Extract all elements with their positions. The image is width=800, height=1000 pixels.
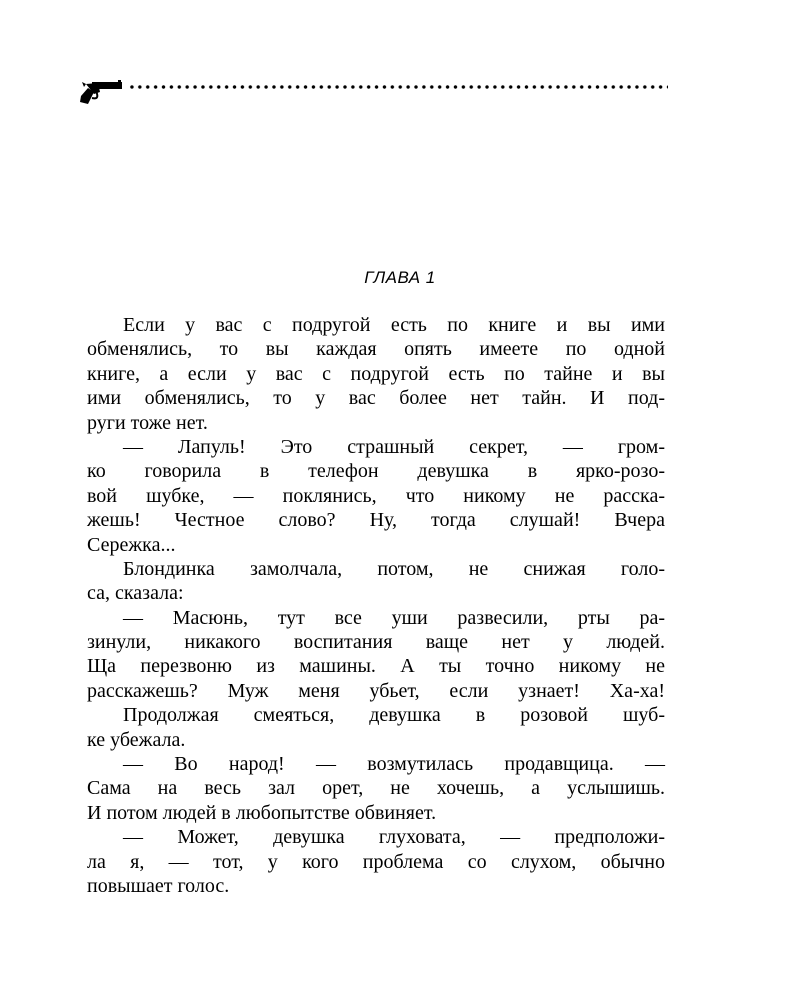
text-line: Если у вас с подругой есть по книге и вы ими <box>123 314 665 336</box>
text-line: книге, а если у вас с подругой есть по тайне и вы <box>87 362 665 385</box>
text-line: зинули, никакого воспитания ваще нет у людей. <box>87 631 665 654</box>
text-line: расскажешь? Муж меня убьет, если узнает! Ха-ха! <box>87 679 665 702</box>
text-line: — Может, девушка глуховата, — предположи- <box>123 826 665 849</box>
text-line: ла я, — тот, у кого проблема со слухом, обычно <box>87 850 665 873</box>
header-ornament <box>78 78 668 106</box>
text-line: Сережка... <box>87 533 176 556</box>
text-line: повышает голос. <box>87 874 230 897</box>
text-line: ко говорила в телефон девушка в ярко-розо- <box>87 460 665 483</box>
text-line: — Во народ! — возмутилась продавщица. — <box>123 753 665 776</box>
text-line: — Лапуль! Это страшный секрет, — гром- <box>123 435 665 458</box>
text-line: обменялись, то вы каждая опять имеете по одной <box>87 338 665 361</box>
text-line: вой шубке, — поклянись, что никому не расска- <box>87 484 665 507</box>
text-line: Сама на весь зал орет, не хочешь, а услышишь. <box>87 777 665 800</box>
text-line: — Масюнь, тут все уши развесили, рты ра- <box>123 606 665 629</box>
text-line: руги тоже нет. <box>87 411 208 434</box>
text-line: Продолжая смеяться, девушка в розовой шуб- <box>123 704 665 727</box>
chapter-title: ГЛАВА 1 <box>364 268 436 287</box>
dotted-rule <box>128 85 668 89</box>
text-line: Блондинка замолчала, потом, не снижая голо- <box>123 557 665 580</box>
text-line: ке убежала. <box>87 728 186 751</box>
text-line: са, сказала: <box>87 582 184 605</box>
text-line: И потом людей в любопытстве обвиняет. <box>87 801 437 824</box>
text-line: Ща перезвоню из машины. А ты точно никому не <box>87 655 665 678</box>
revolver-icon <box>78 78 124 106</box>
text-line: ими обменялись, то у вас более нет тайн. И под- <box>87 387 665 410</box>
body-text <box>87 313 665 898</box>
text-line: жешь! Честное слово? Ну, тогда слушай! Вчера <box>87 509 665 532</box>
